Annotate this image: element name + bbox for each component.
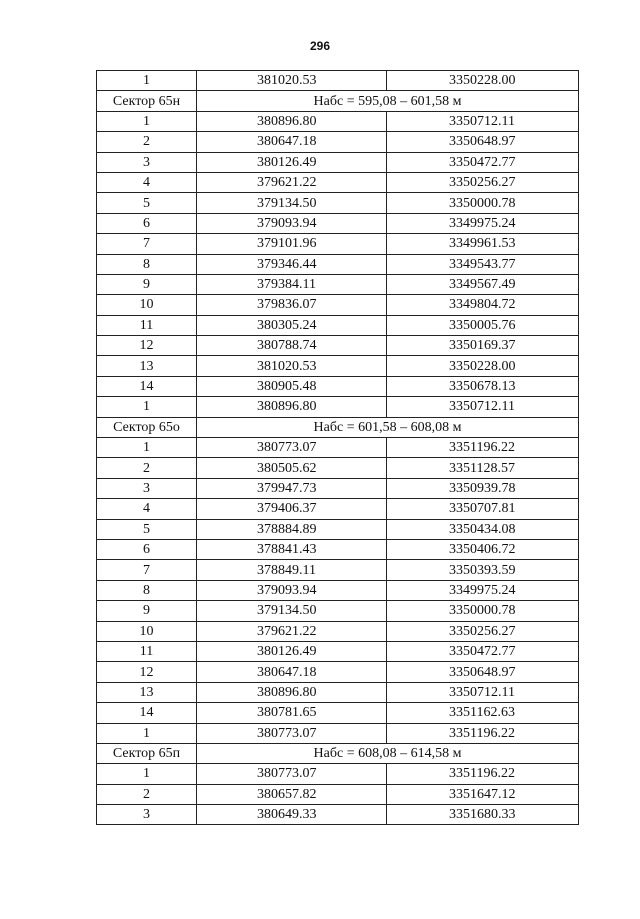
x-coordinate: 380126.49 [197,641,387,661]
point-number: 5 [97,519,197,539]
point-number: 2 [97,458,197,478]
y-coordinate: 3351647.12 [387,784,579,804]
y-coordinate: 3349961.53 [387,234,579,254]
x-coordinate: 381020.53 [197,71,387,91]
table-row [97,295,579,315]
x-coordinate: 379406.37 [197,499,387,519]
sector-elevation-range: Набс = 595,08 – 601,58 м [197,91,579,111]
table-row [97,111,579,131]
table-row [97,805,579,825]
y-coordinate: 3350712.11 [387,397,579,417]
x-coordinate: 379101.96 [197,234,387,254]
table-row [97,539,579,559]
table-row [97,703,579,723]
y-coordinate: 3350256.27 [387,621,579,641]
x-coordinate: 379134.50 [197,601,387,621]
x-coordinate: 380647.18 [197,132,387,152]
sector-elevation-range: Набс = 601,58 – 608,08 м [197,417,579,437]
x-coordinate: 379134.50 [197,193,387,213]
x-coordinate: 380305.24 [197,315,387,335]
point-number: 10 [97,295,197,315]
point-number: 3 [97,478,197,498]
point-number: 2 [97,784,197,804]
point-number: 9 [97,601,197,621]
y-coordinate: 3350707.81 [387,499,579,519]
point-number: 13 [97,682,197,702]
y-coordinate: 3351196.22 [387,764,579,784]
table-row [97,458,579,478]
y-coordinate: 3350228.00 [387,356,579,376]
table-row [97,172,579,192]
x-coordinate: 380126.49 [197,152,387,172]
table-row [97,641,579,661]
table-row [97,315,579,335]
table-row [97,601,579,621]
point-number: 12 [97,662,197,682]
point-number: 3 [97,805,197,825]
x-coordinate: 381020.53 [197,356,387,376]
point-number: 13 [97,356,197,376]
x-coordinate: 379621.22 [197,621,387,641]
point-number: 11 [97,315,197,335]
point-number: 1 [97,764,197,784]
table-row [97,519,579,539]
table-row [97,662,579,682]
table-row [97,621,579,641]
y-coordinate: 3349975.24 [387,213,579,233]
x-coordinate: 380773.07 [197,438,387,458]
x-coordinate: 378841.43 [197,539,387,559]
y-coordinate: 3349975.24 [387,580,579,600]
x-coordinate: 379836.07 [197,295,387,315]
y-coordinate: 3350648.97 [387,662,579,682]
x-coordinate: 378884.89 [197,519,387,539]
y-coordinate: 3351128.57 [387,458,579,478]
x-coordinate: 380788.74 [197,336,387,356]
y-coordinate: 3350000.78 [387,193,579,213]
y-coordinate: 3350434.08 [387,519,579,539]
y-coordinate: 3350678.13 [387,376,579,396]
point-number: 6 [97,539,197,559]
point-number: 1 [97,723,197,743]
y-coordinate: 3350472.77 [387,641,579,661]
table-row [97,274,579,294]
table-row [97,438,579,458]
y-coordinate: 3350406.72 [387,539,579,559]
y-coordinate: 3350648.97 [387,132,579,152]
y-coordinate: 3351196.22 [387,723,579,743]
y-coordinate: 3350169.37 [387,336,579,356]
table-row [97,397,579,417]
sector-name: Сектор 65н [97,91,197,111]
point-number: 2 [97,132,197,152]
y-coordinate: 3350712.11 [387,682,579,702]
x-coordinate: 380649.33 [197,805,387,825]
y-coordinate: 3350005.76 [387,315,579,335]
point-number: 3 [97,152,197,172]
point-number: 1 [97,438,197,458]
point-number: 7 [97,560,197,580]
x-coordinate: 379621.22 [197,172,387,192]
table-row [97,336,579,356]
table-row [97,580,579,600]
sector-header-row [97,743,579,763]
table-row [97,478,579,498]
point-number: 9 [97,274,197,294]
table-row [97,682,579,702]
x-coordinate: 379346.44 [197,254,387,274]
y-coordinate: 3350228.00 [387,71,579,91]
y-coordinate: 3351162.63 [387,703,579,723]
sector-header-row [97,417,579,437]
point-number: 11 [97,641,197,661]
table-row [97,213,579,233]
y-coordinate: 3350000.78 [387,601,579,621]
point-number: 1 [97,71,197,91]
table-row [97,254,579,274]
x-coordinate: 380896.80 [197,397,387,417]
table-row [97,71,579,91]
sector-header-row [97,91,579,111]
table-row [97,560,579,580]
x-coordinate: 379384.11 [197,274,387,294]
page-number: 296 [309,39,331,53]
point-number: 7 [97,234,197,254]
y-coordinate: 3351196.22 [387,438,579,458]
point-number: 14 [97,703,197,723]
x-coordinate: 378849.11 [197,560,387,580]
table-row [97,376,579,396]
point-number: 6 [97,213,197,233]
x-coordinate: 380781.65 [197,703,387,723]
table-row [97,764,579,784]
table-row [97,784,579,804]
x-coordinate: 380896.80 [197,682,387,702]
x-coordinate: 380896.80 [197,111,387,131]
x-coordinate: 380773.07 [197,764,387,784]
x-coordinate: 380657.82 [197,784,387,804]
x-coordinate: 379093.94 [197,213,387,233]
point-number: 8 [97,580,197,600]
table-row [97,356,579,376]
x-coordinate: 380773.07 [197,723,387,743]
point-number: 8 [97,254,197,274]
y-coordinate: 3350939.78 [387,478,579,498]
point-number: 4 [97,499,197,519]
coordinates-table [96,70,579,825]
point-number: 1 [97,111,197,131]
y-coordinate: 3349804.72 [387,295,579,315]
coordinates-table-body [97,71,579,825]
point-number: 5 [97,193,197,213]
table-row [97,234,579,254]
y-coordinate: 3349567.49 [387,274,579,294]
point-number: 10 [97,621,197,641]
point-number: 12 [97,336,197,356]
sector-name: Сектор 65о [97,417,197,437]
y-coordinate: 3350472.77 [387,152,579,172]
y-coordinate: 3350256.27 [387,172,579,192]
point-number: 14 [97,376,197,396]
table-row [97,723,579,743]
sector-name: Сектор 65п [97,743,197,763]
table-row [97,499,579,519]
y-coordinate: 3350712.11 [387,111,579,131]
y-coordinate: 3350393.59 [387,560,579,580]
sector-elevation-range: Набс = 608,08 – 614,58 м [197,743,579,763]
point-number: 1 [97,397,197,417]
x-coordinate: 379947.73 [197,478,387,498]
x-coordinate: 380505.62 [197,458,387,478]
x-coordinate: 379093.94 [197,580,387,600]
x-coordinate: 380647.18 [197,662,387,682]
table-row [97,152,579,172]
x-coordinate: 380905.48 [197,376,387,396]
y-coordinate: 3351680.33 [387,805,579,825]
point-number: 4 [97,172,197,192]
table-row [97,193,579,213]
table-row [97,132,579,152]
y-coordinate: 3349543.77 [387,254,579,274]
